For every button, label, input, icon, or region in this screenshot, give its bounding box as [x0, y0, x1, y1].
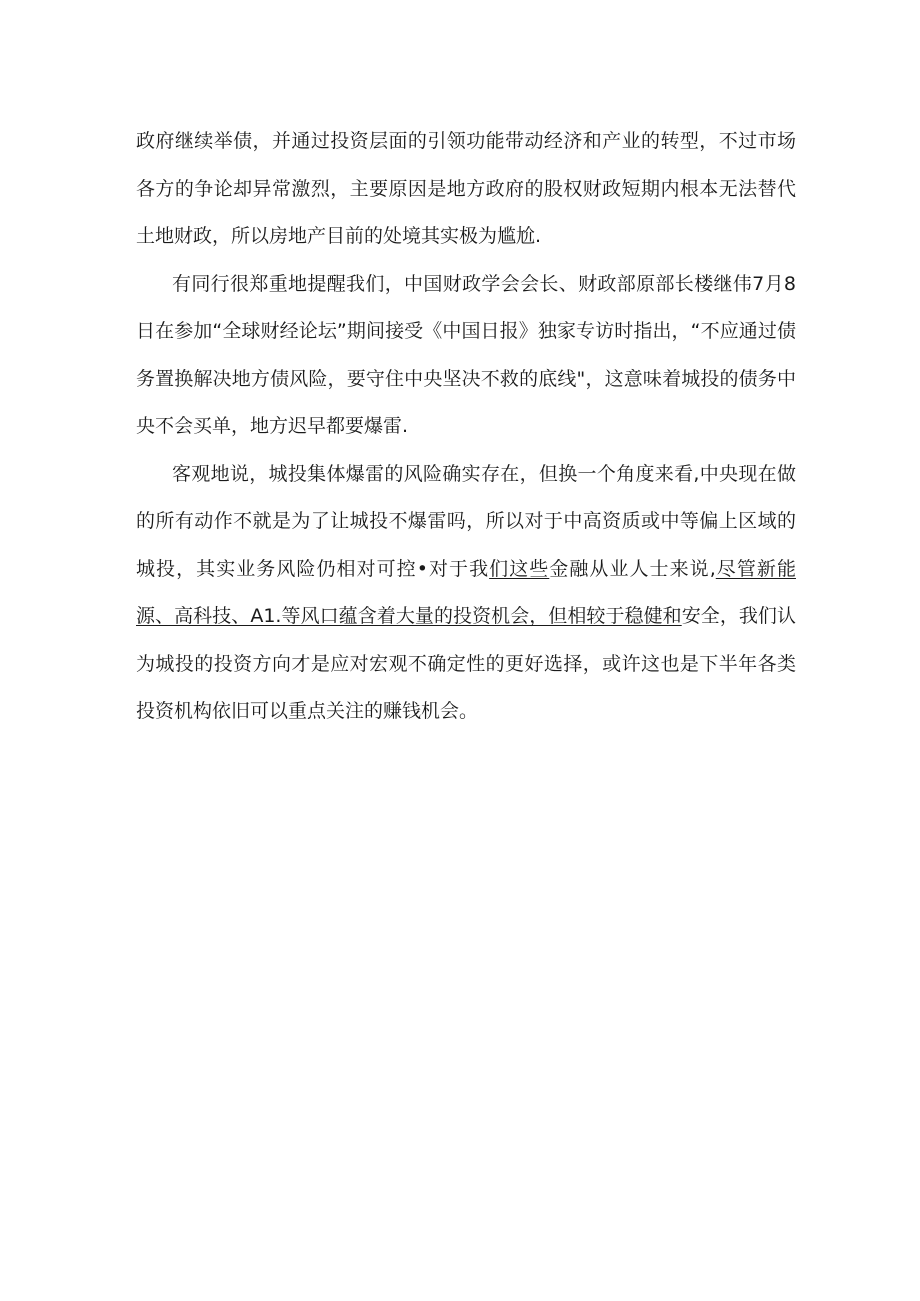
- paragraph-2: 有同行很郑重地提醒我们，中国财政学会会长、财政部原部长楼继伟7月8日在参加“全球财经论坛”期间接受《中国日报》独家专访时指出，“不应通过债务置换解决地方债风险，要守住中央坚决不救的底线"，这意味着城投的债务中央不会买单，地方迟早都要爆雷.: [136, 272, 796, 437]
- paragraph-3: [136, 451, 796, 736]
- paragraph-3-underlined-part-2: 们这些: [489, 557, 550, 580]
- paragraph-3-underlined-part-4: 尽管新能源、高科技、A1.等风口蕴含着大量的投资机会，但相较于稳健和: [136, 557, 796, 627]
- paragraph-1: 政府继续举债，并通过投资层面的引领功能带动经济和产业的转型，不过市场各方的争论却异常激烈，主要原因是地方政府的股权财政短期内根本无法替代土地财政，所以房地产目前的处境其实极为尴尬.: [136, 130, 796, 247]
- paragraph-3-part-1: 客观地说，城投集体爆雷的风险确实存在，但换一个角度来看,中央现在做的所有动作不就是为了让城投不爆雷吗，所以对于中高资质或中等偏上区域的城投，其实业务风险仍相对可控•对于我: [136, 462, 796, 580]
- document-body: [136, 118, 796, 736]
- paragraph-3-part-3: 金融从业人士来说,: [549, 557, 716, 580]
- paragraph-3-part-5: 安全，我们认为城投的投资方向才是应对宏观不确定性的更好选择，或许这也是下半年各类投资机构依旧可以重点关注的赚钱机会。: [136, 605, 796, 722]
